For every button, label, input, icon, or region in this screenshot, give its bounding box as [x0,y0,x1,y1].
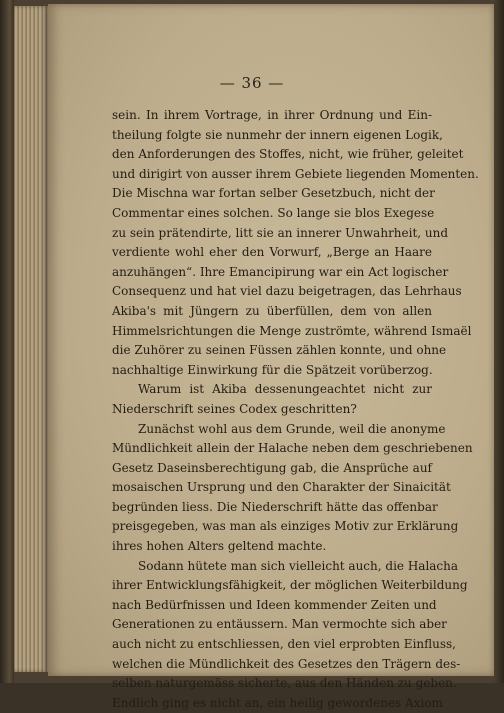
text-line: Die Mischna war fortan selber Gesetzbuch, nicht der [112,186,435,201]
text-line: anzuhängen“. Ihre Emancipirung war ein Act logischer [112,264,449,279]
text-line: Zunächst wohl aus dem Grunde, weil die anonyme [138,421,446,436]
text-line: theilung folgte sie nunmehr der innern eigenen Logik, [112,127,443,142]
text-line: Gesetz Daseinsberechtigung gab, die Ansprüche auf [112,460,432,475]
text-line: Generationen zu entäussern. Man vermochte sich aber [112,617,447,632]
text-line: Commentar eines solchen. So lange sie blos Exegese [112,205,435,220]
text-line: nach Bedürfnissen und Ideen kommender Zeiten und [112,597,437,612]
text-line: sein. In ihrem Vortrage, in ihrer Ordnung und Ein- [112,108,432,122]
text-line: nachhaltige Einwirkung für die Spätzeit vorüberzog. [112,362,433,377]
text-line: Himmelsrichtungen die Menge zuströmte, während Ismaël [112,323,472,338]
text-line: Warum ist Akiba dessenungeachtet nicht zur [138,382,432,397]
text-line: Consequenz und hat viel dazu beigetragen, das Lehrhaus [112,284,462,299]
text-line: ihres hohen Alters geltend machte. [112,539,327,554]
text-line: begründen liess. Die Niederschrift hätte das offenbar [112,499,438,514]
text-line: Mündlichkeit allein der Halache neben dem geschriebenen [112,441,473,456]
text-line: Endlich ging es nicht an, ein heilig gewordenes Axiom [112,695,443,710]
text-line: mosaischen Ursprung und den Charakter der Sinaicität [112,480,451,495]
text-line: welchen die Mündlichkeit des Gesetzes den Trägern des- [112,656,461,671]
text-line: Niederschrift seines Codex geschritten? [112,401,357,416]
book-spine [0,0,14,683]
page-number: — 36 — [219,74,285,92]
text-line: auch nicht zu entschliessen, den viel erprobten Einfluss, [112,637,456,652]
text-line: die Zuhörer zu seinen Füssen zählen konnte, und ohne [112,343,447,358]
text-line: ihrer Entwicklungsfähigkeit, der möglichen Weiterbildung [112,578,468,593]
page-right-shadow [494,0,504,683]
text-line: preisgegeben, was man als einziges Motiv zur Erklärung [112,519,459,534]
body-text [112,106,479,713]
text-line: Akiba's mit Jüngern zu überfüllen, dem von allen [112,303,432,318]
text-line: verdiente wohl eher den Vorwurf, „Berge an Haare [112,245,432,260]
text-line: Sodann hütete man sich vielleicht auch, die Halacha [138,558,459,573]
page-stack-edges [14,6,48,672]
text-line: selben naturgemäss sicherte, aus den Händen zu geben. [112,676,457,691]
text-line: zu sein prätendirte, litt sie an innerer Unwahrheit, und [112,225,449,240]
text-line: den Anforderungen des Stoffes, nicht, wie früher, geleitet [112,147,464,162]
text-line: und dirigirt von ausser ihrem Gebiete liegenden Momenten. [112,166,479,181]
